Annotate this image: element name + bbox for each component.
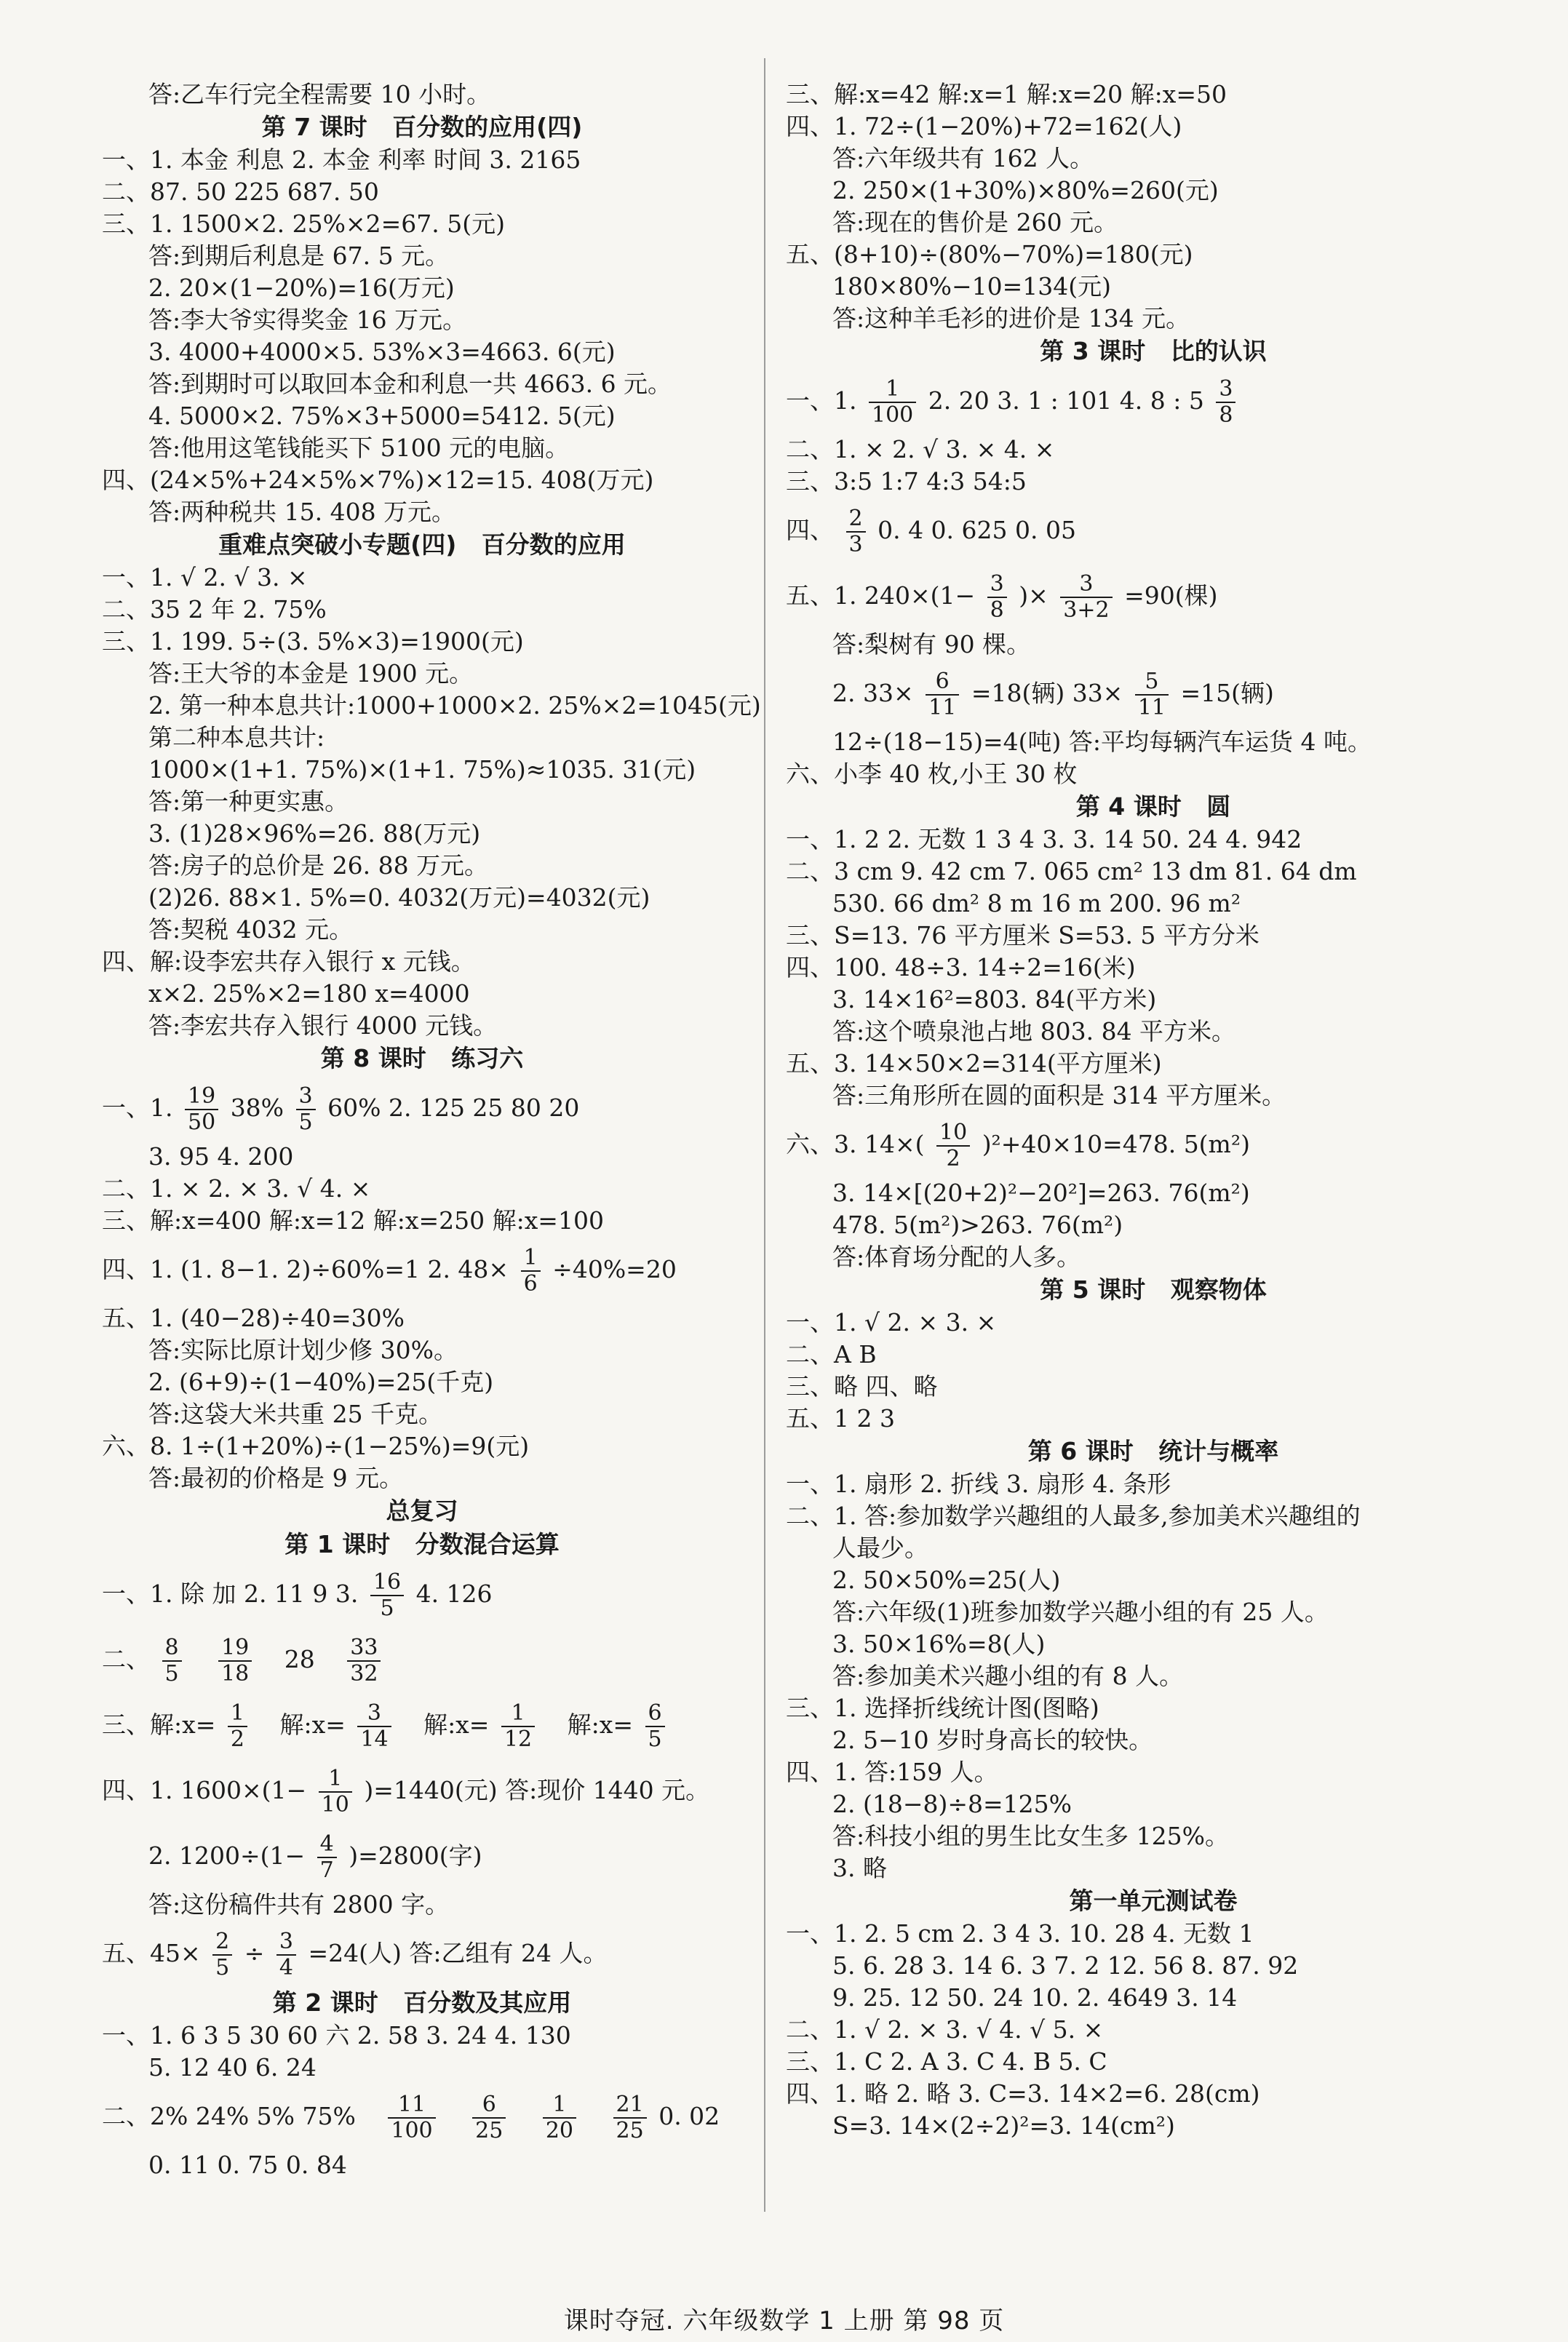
text-segment: ÷40%=20 bbox=[552, 1255, 677, 1283]
numerator: 1 bbox=[501, 1701, 535, 1727]
section-heading: 第 1 课时 分数混合运算 bbox=[284, 1530, 560, 1558]
text-line: 一、1. 本金 利息 2. 本金 利率 时间 3. 2165 bbox=[102, 146, 581, 174]
numerator: 3 bbox=[296, 1084, 316, 1110]
section-heading: 第 6 课时 统计与概率 bbox=[1027, 1437, 1279, 1465]
text-line: 答:这个喷泉池占地 803. 84 平方米。 bbox=[832, 1017, 1236, 1045]
denominator: 25 bbox=[475, 2118, 504, 2143]
text-line: 人最少。 bbox=[832, 1534, 928, 1562]
text-line: 二、87. 50 225 687. 50 bbox=[102, 178, 379, 206]
text-line: 3. 50×16%=8(人) bbox=[832, 1630, 1046, 1658]
numerator: 1 bbox=[543, 2092, 576, 2119]
text-line: 一、1. √ 2. √ 3. × bbox=[102, 563, 308, 592]
text-line: 四、100. 48÷3. 14÷2=16(米) bbox=[786, 953, 1136, 981]
right-column bbox=[786, 79, 1521, 2142]
denominator: 100 bbox=[872, 402, 914, 428]
fraction-line bbox=[102, 1823, 742, 1889]
section-heading: 第 3 课时 比的认识 bbox=[1040, 337, 1267, 365]
numerator: 33 bbox=[347, 1636, 381, 1662]
text-line: 答:李大爷实得奖金 16 万元。 bbox=[148, 306, 467, 334]
text-line: 五、(8+10)÷(80%−70%)=180(元) bbox=[786, 240, 1193, 268]
text-line: 答:他用这笔钱能买下 5100 元的电脑。 bbox=[148, 434, 570, 462]
fraction bbox=[185, 1084, 218, 1135]
fraction bbox=[276, 1929, 296, 1980]
text-segment: 五、1. 240×(1− bbox=[786, 581, 976, 610]
text-line: 答:李宏共存入银行 4000 元钱。 bbox=[148, 1011, 498, 1040]
text-segment: )× bbox=[1019, 581, 1048, 610]
numerator: 6 bbox=[926, 669, 959, 696]
fraction-line bbox=[102, 1692, 742, 1758]
numerator: 1 bbox=[521, 1246, 541, 1272]
fraction-line bbox=[102, 1758, 742, 1823]
text-line: 5. 12 40 6. 24 bbox=[148, 2053, 317, 2082]
numerator: 10 bbox=[936, 1120, 970, 1147]
text-segment: 四、 bbox=[786, 516, 834, 544]
text-line: 答:这份稿件共有 2800 字。 bbox=[148, 1890, 450, 1919]
text-segment: 四、1. 1600×(1− bbox=[102, 1776, 307, 1804]
fraction bbox=[926, 669, 959, 720]
text-line: 答:参加美术兴趣小组的有 8 人。 bbox=[832, 1662, 1184, 1690]
fraction bbox=[1135, 669, 1169, 720]
denominator: 11 bbox=[928, 695, 957, 720]
text-segment: =15(辆) bbox=[1180, 679, 1274, 707]
text-line: 答:现在的售价是 260 元。 bbox=[832, 208, 1118, 236]
fraction bbox=[370, 1570, 404, 1621]
numerator: 5 bbox=[1135, 669, 1169, 696]
fraction bbox=[936, 1120, 970, 1171]
text-segment: )=2800(字) bbox=[349, 1841, 482, 1870]
text-line: 3. 4000+4000×5. 53%×3=4663. 6(元) bbox=[148, 338, 616, 366]
text-line: 二、1. 答:参加数学兴趣组的人最多,参加美术兴趣组的 bbox=[786, 1502, 1361, 1530]
text-line: 3. 95 4. 200 bbox=[148, 1142, 294, 1171]
text-line: 2. 5−10 岁时身高长的较快。 bbox=[832, 1726, 1153, 1754]
text-line: 三、S=13. 76 平方厘米 S=53. 5 平方分米 bbox=[786, 921, 1259, 949]
section-heading: 第 2 课时 百分数及其应用 bbox=[272, 1988, 572, 2017]
fraction-line bbox=[786, 661, 1521, 726]
section-heading: 第一单元测试卷 bbox=[1069, 1887, 1238, 1915]
denominator: 5 bbox=[298, 1110, 313, 1135]
text-line: 答:王大爷的本金是 1900 元。 bbox=[148, 659, 474, 688]
text-line: 二、1. √ 2. × 3. √ 4. √ 5. × bbox=[786, 2015, 1104, 2044]
text-segment: 解:x= bbox=[567, 1710, 634, 1739]
text-line: 4. 5000×2. 75%×3+5000=5412. 5(元) bbox=[148, 402, 616, 430]
fraction-line bbox=[102, 1237, 742, 1302]
text-segment: 四、1. (1. 8−1. 2)÷60%=1 2. 48× bbox=[102, 1255, 509, 1283]
text-segment: 二、 bbox=[102, 1645, 150, 1673]
text-segment: 0. 4 0. 625 0. 05 bbox=[877, 516, 1076, 544]
denominator: 8 bbox=[990, 597, 1004, 623]
denominator: 6 bbox=[523, 1271, 538, 1297]
text-segment: 五、45× bbox=[102, 1939, 201, 1967]
text-line: 3. 14×[(20+2)²−20²]=263. 76(m²) bbox=[832, 1179, 1250, 1207]
denominator: 50 bbox=[188, 1110, 216, 1135]
denominator: 5 bbox=[648, 1726, 662, 1752]
text-line: 三、1. C 2. A 3. C 4. B 5. C bbox=[786, 2047, 1107, 2076]
fraction bbox=[543, 2092, 576, 2143]
text-line: 478. 5(m²)>263. 76(m²) bbox=[832, 1211, 1123, 1239]
text-line: 答:契税 4032 元。 bbox=[148, 915, 354, 944]
text-line: 答:两种税共 15. 408 万元。 bbox=[148, 498, 456, 526]
text-line: 五、1 2 3 bbox=[786, 1404, 895, 1433]
text-segment: 38% bbox=[230, 1094, 284, 1122]
text-line: x×2. 25%×2=180 x=4000 bbox=[148, 979, 470, 1008]
fraction-line bbox=[102, 1627, 742, 1692]
numerator: 6 bbox=[472, 2092, 506, 2119]
fraction bbox=[357, 1701, 391, 1752]
text-segment: ÷ bbox=[244, 1939, 265, 1967]
text-line: 六、小李 40 枚,小王 30 枚 bbox=[786, 760, 1078, 788]
text-line: 2. 50×50%=25(人) bbox=[832, 1566, 1061, 1594]
numerator: 11 bbox=[388, 2092, 435, 2119]
denominator: 3 bbox=[848, 532, 863, 557]
text-line: 答:这种羊毛衫的进价是 134 元。 bbox=[832, 304, 1190, 332]
text-line: 答:科技小组的男生比女生多 125%。 bbox=[832, 1822, 1229, 1850]
text-segment: =18(辆) 33× bbox=[971, 679, 1123, 707]
text-segment: =24(人) 答:乙组有 24 人。 bbox=[308, 1939, 608, 1967]
text-segment: 2. 20 3. 1 : 101 4. 8 : 5 bbox=[928, 386, 1204, 415]
text-line: 答:六年级(1)班参加数学兴趣小组的有 25 人。 bbox=[832, 1598, 1329, 1626]
text-line: 一、1. 2. 5 cm 2. 3 4 3. 10. 28 4. 无数 1 bbox=[786, 1919, 1254, 1948]
text-line: 2. 20×(1−20%)=16(万元) bbox=[148, 274, 455, 302]
numerator: 2 bbox=[846, 506, 866, 533]
text-line: 一、1. 扇形 2. 折线 3. 扇形 4. 条形 bbox=[786, 1470, 1171, 1498]
text-line: 5. 6. 28 3. 14 6. 3 7. 2 12. 56 8. 87. 92 bbox=[832, 1951, 1299, 1980]
text-line: 三、解:x=400 解:x=12 解:x=250 解:x=100 bbox=[102, 1206, 604, 1235]
text-line: 1000×(1+1. 75%)×(1+1. 75%)≈1035. 31(元) bbox=[148, 755, 696, 784]
text-line: 答:房子的总价是 26. 88 万元。 bbox=[148, 851, 489, 880]
denominator: 25 bbox=[616, 2118, 644, 2143]
text-segment: 60% 2. 125 25 80 20 bbox=[327, 1094, 580, 1122]
column-divider bbox=[764, 58, 765, 2212]
text-line: 三、1. 选择折线统计图(图略) bbox=[786, 1694, 1099, 1722]
text-segment: )=1440(元) 答:现价 1440 元。 bbox=[364, 1776, 710, 1804]
text-segment: )²+40×10=478. 5(m²) bbox=[982, 1130, 1250, 1158]
text-line: 2. (6+9)÷(1−40%)=25(千克) bbox=[148, 1368, 494, 1396]
text-line: 第二种本息共计: bbox=[148, 723, 325, 752]
text-line: 3. (1)28×96%=26. 88(万元) bbox=[148, 819, 481, 848]
denominator: 4 bbox=[279, 1955, 293, 1980]
text-line: 四、解:设李宏共存入银行 x 元钱。 bbox=[102, 947, 475, 976]
text-line: 答:第一种更实惠。 bbox=[148, 787, 349, 816]
denominator: 7 bbox=[319, 1857, 334, 1883]
denominator: 12 bbox=[504, 1726, 533, 1752]
text-segment: 解:x= bbox=[423, 1710, 490, 1739]
text-line: 3. 略 bbox=[832, 1854, 887, 1882]
text-line: 2. 250×(1+30%)×80%=260(元) bbox=[832, 176, 1219, 204]
section-heading: 第 7 课时 百分数的应用(四) bbox=[261, 113, 583, 141]
numerator: 21 bbox=[613, 2092, 647, 2119]
text-segment: 三、解:x= bbox=[102, 1710, 216, 1739]
text-line: 四、1. 略 2. 略 3. C=3. 14×2=6. 28(cm) bbox=[786, 2079, 1260, 2108]
fraction bbox=[1060, 572, 1112, 623]
numerator: 2 bbox=[212, 1929, 232, 1956]
fraction-line bbox=[786, 368, 1521, 434]
numerator: 19 bbox=[218, 1636, 252, 1662]
fraction bbox=[296, 1084, 316, 1135]
text-line: 一、1. 6 3 5 30 60 六 2. 58 3. 24 4. 130 bbox=[102, 2021, 571, 2050]
text-line: 四、1. 答:159 人。 bbox=[786, 1758, 998, 1786]
denominator: 5 bbox=[164, 1661, 179, 1686]
left-column bbox=[102, 79, 761, 2181]
text-line: 2. (18−8)÷8=125% bbox=[832, 1790, 1072, 1818]
denominator: 18 bbox=[221, 1661, 250, 1686]
text-segment: 二、2% 24% 5% 75% bbox=[102, 2102, 356, 2130]
fraction bbox=[645, 1701, 665, 1752]
text-line: 二、1. × 2. √ 3. × 4. × bbox=[786, 435, 1055, 463]
fraction bbox=[1216, 377, 1235, 428]
fraction-line bbox=[102, 1921, 742, 1986]
denominator: 3+2 bbox=[1063, 597, 1110, 623]
text-segment: 解:x= bbox=[279, 1710, 346, 1739]
text-line: 四、(24×5%+24×5%×7%)×12=15. 408(万元) bbox=[102, 466, 654, 494]
denominator: 14 bbox=[360, 1726, 389, 1752]
fraction bbox=[613, 2092, 647, 2143]
text-segment: 2. 1200÷(1− bbox=[148, 1841, 306, 1870]
text-line: 一、1. 2 2. 无数 1 3 4 3. 3. 14 50. 24 4. 942 bbox=[786, 825, 1302, 853]
section-heading: 总复习 bbox=[386, 1497, 458, 1525]
text-line: 五、3. 14×50×2=314(平方厘米) bbox=[786, 1049, 1162, 1078]
fraction bbox=[317, 1832, 337, 1883]
fraction bbox=[228, 1701, 247, 1752]
text-line: 五、1. (40−28)÷40=30% bbox=[102, 1304, 405, 1332]
fraction bbox=[388, 2092, 435, 2143]
fraction bbox=[319, 1767, 352, 1817]
text-line: 一、1. √ 2. × 3. × bbox=[786, 1308, 997, 1337]
text-line: 三、3:5 1:7 4:3 54:5 bbox=[786, 467, 1027, 495]
fraction bbox=[987, 572, 1007, 623]
text-line: 二、3 cm 9. 42 cm 7. 065 cm² 13 dm 81. 64 dm bbox=[786, 857, 1357, 885]
text-line: 答:体育场分配的人多。 bbox=[832, 1243, 1081, 1271]
text-line: (2)26. 88×1. 5%=0. 4032(万元)=4032(元) bbox=[148, 883, 650, 912]
fraction-line bbox=[102, 2084, 742, 2149]
numerator: 1 bbox=[869, 377, 916, 403]
numerator: 19 bbox=[185, 1084, 218, 1110]
denominator: 8 bbox=[1219, 402, 1233, 428]
fraction bbox=[212, 1929, 232, 1980]
section-heading: 第 5 课时 观察物体 bbox=[1040, 1275, 1267, 1304]
fraction-line bbox=[786, 1112, 1521, 1177]
numerator: 3 bbox=[357, 1701, 391, 1727]
text-line: 三、1. 199. 5÷(3. 5%×3)=1900(元) bbox=[102, 627, 524, 656]
text-line: 答:这袋大米共重 25 千克。 bbox=[148, 1400, 443, 1428]
text-line: 三、解:x=42 解:x=1 解:x=20 解:x=50 bbox=[786, 80, 1227, 108]
text-line: 180×80%−10=134(元) bbox=[832, 272, 1112, 300]
text-line: 六、8. 1÷(1+20%)÷(1−25%)=9(元) bbox=[102, 1432, 530, 1460]
text-line: 3. 14×16²=803. 84(平方米) bbox=[832, 985, 1157, 1013]
fraction-line bbox=[786, 498, 1521, 563]
text-line: 9. 25. 12 50. 24 10. 2. 4649 3. 14 bbox=[832, 1983, 1238, 2012]
text-line: 二、35 2 年 2. 75% bbox=[102, 595, 327, 624]
fraction-line bbox=[786, 563, 1521, 629]
denominator: 5 bbox=[215, 1955, 230, 1980]
section-heading: 重难点突破小专题(四) 百分数的应用 bbox=[218, 530, 626, 559]
numerator: 16 bbox=[370, 1570, 404, 1596]
numerator: 3 bbox=[276, 1929, 296, 1956]
text-line: 答:实际比原计划少修 30%。 bbox=[148, 1336, 458, 1364]
fraction-line bbox=[102, 1561, 742, 1627]
numerator: 3 bbox=[987, 572, 1007, 598]
fraction bbox=[472, 2092, 506, 2143]
numerator: 3 bbox=[1216, 377, 1235, 403]
text-segment: =90(棵) bbox=[1124, 581, 1218, 610]
text-line: 12÷(18−15)=4(吨) 答:平均每辆汽车运货 4 吨。 bbox=[832, 728, 1372, 756]
numerator: 8 bbox=[162, 1636, 182, 1662]
fraction bbox=[501, 1701, 535, 1752]
text-line: 答:梨树有 90 棵。 bbox=[832, 630, 1031, 658]
text-line: 二、A B bbox=[786, 1340, 877, 1369]
text-segment: 一、1. bbox=[786, 386, 857, 415]
denominator: 32 bbox=[350, 1661, 378, 1686]
text-line: 答:最初的价格是 9 元。 bbox=[148, 1464, 404, 1492]
fraction bbox=[162, 1636, 182, 1686]
text-line: 530. 66 dm² 8 m 16 m 200. 96 m² bbox=[832, 889, 1241, 917]
fraction bbox=[218, 1636, 252, 1686]
text-line: 四、1. 72÷(1−20%)+72=162(人) bbox=[786, 112, 1182, 140]
numerator: 3 bbox=[1060, 572, 1112, 598]
text-line: 三、略 四、略 bbox=[786, 1372, 938, 1401]
numerator: 1 bbox=[228, 1701, 247, 1727]
text-line: 答:乙车行完全程需要 10 小时。 bbox=[148, 80, 491, 108]
denominator: 20 bbox=[545, 2118, 574, 2143]
denominator: 5 bbox=[380, 1596, 394, 1621]
denominator: 11 bbox=[1137, 695, 1166, 720]
denominator: 10 bbox=[321, 1792, 349, 1817]
text-line: 答:三角形所在圆的面积是 314 平方厘米。 bbox=[832, 1081, 1286, 1110]
section-heading: 第 4 课时 圆 bbox=[1075, 792, 1231, 821]
text-line: 三、1. 1500×2. 25%×2=67. 5(元) bbox=[102, 210, 505, 238]
fraction bbox=[869, 377, 916, 428]
text-line: 0. 11 0. 75 0. 84 bbox=[148, 2151, 347, 2179]
text-line: 答:六年级共有 162 人。 bbox=[832, 144, 1094, 172]
text-segment: 4. 126 bbox=[415, 1580, 493, 1608]
text-segment: 一、1. 除 加 2. 11 9 3. bbox=[102, 1580, 359, 1608]
fraction bbox=[347, 1636, 381, 1686]
text-segment: 28 bbox=[284, 1645, 315, 1673]
section-heading: 第 8 课时 练习六 bbox=[320, 1044, 524, 1072]
fraction bbox=[846, 506, 866, 557]
denominator: 2 bbox=[946, 1146, 960, 1171]
fraction-line bbox=[102, 1075, 742, 1141]
text-segment: 一、1. bbox=[102, 1094, 173, 1122]
numerator: 6 bbox=[645, 1701, 665, 1727]
text-line: 答:到期后利息是 67. 5 元。 bbox=[148, 242, 450, 270]
denominator: 2 bbox=[230, 1726, 244, 1752]
text-segment: 六、3. 14×( bbox=[786, 1130, 925, 1158]
text-line: S=3. 14×(2÷2)²=3. 14(cm²) bbox=[832, 2111, 1175, 2140]
page-footer: 课时夺冠. 六年级数学 1 上册 第 98 页 bbox=[563, 2306, 1005, 2335]
numerator: 4 bbox=[317, 1832, 337, 1858]
text-line: 二、1. × 2. × 3. √ 4. × bbox=[102, 1174, 371, 1203]
text-line: 答:到期时可以取回本金和利息一共 4663. 6 元。 bbox=[148, 370, 672, 398]
text-line: 2. 第一种本息共计:1000+1000×2. 25%×2=1045(元) bbox=[148, 691, 761, 720]
text-segment: 2. 33× bbox=[832, 679, 914, 707]
text-segment: 0. 02 bbox=[658, 2102, 720, 2130]
numerator: 1 bbox=[319, 1767, 352, 1793]
denominator: 100 bbox=[391, 2118, 433, 2143]
fraction bbox=[521, 1246, 541, 1297]
